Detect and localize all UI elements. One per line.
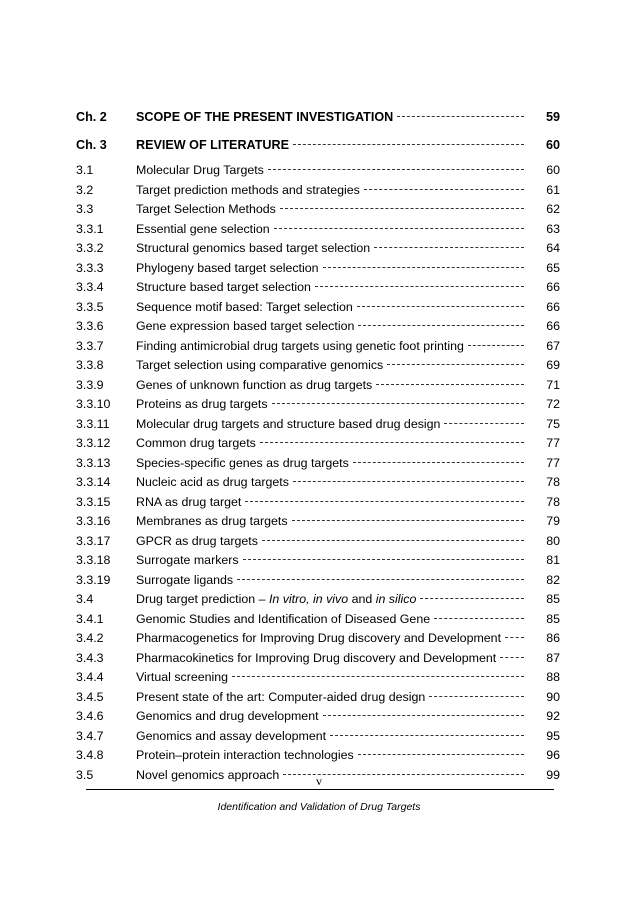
- toc-entry-page: 65: [546, 260, 560, 275]
- toc-dot-leader: [268, 169, 524, 170]
- toc-entry-page: 60: [546, 163, 560, 177]
- toc-dot-leader: [262, 540, 524, 541]
- toc-entry-page: 64: [546, 241, 560, 255]
- toc-dot-leader: [364, 189, 524, 190]
- toc-title-segment: Target Selection Methods: [136, 202, 276, 216]
- toc-entry-number: Ch. 3: [76, 138, 107, 152]
- toc-entry-number: 3.4.2: [76, 631, 104, 645]
- toc-entry-page: 96: [546, 748, 560, 762]
- toc-entry[interactable]: [76, 473, 560, 493]
- toc-dot-leader: [243, 559, 524, 560]
- toc-entry-page: 88: [546, 670, 560, 684]
- toc-chapter-entry[interactable]: [76, 133, 560, 157]
- toc-entry[interactable]: [76, 395, 560, 415]
- toc-entry-title: [136, 551, 239, 571]
- toc-entry-title: [136, 337, 464, 357]
- toc-entry-number: 3.3.11: [76, 416, 110, 431]
- toc-entry[interactable]: [76, 278, 560, 298]
- toc-entry-page: 71: [546, 377, 560, 392]
- toc-entry-title: [136, 181, 360, 201]
- toc-entry[interactable]: [76, 356, 560, 376]
- toc-entry-page: 67: [546, 338, 560, 353]
- toc-entry-title: [136, 610, 430, 630]
- toc-entry-page: 95: [546, 728, 560, 743]
- toc-entry-page: 62: [546, 202, 560, 216]
- toc-dot-leader: [237, 579, 524, 580]
- toc-entry-page: 78: [546, 494, 560, 509]
- toc-entry-number: 3.3.10: [76, 397, 111, 411]
- toc-title-segment: and: [348, 592, 376, 606]
- toc-entry-title: [136, 493, 241, 513]
- toc-entry-page: 63: [546, 221, 560, 236]
- toc-entry-title: [136, 161, 264, 181]
- toc-title-segment: Genomics and assay development: [136, 728, 327, 743]
- toc-chapter-entry[interactable]: [76, 105, 560, 129]
- toc-entry-number: 3.4.8: [76, 748, 104, 762]
- toc-entry[interactable]: [76, 512, 560, 532]
- toc-title-segment: SCOPE OF THE PRESENT INVESTIGATION: [136, 110, 394, 124]
- toc-entry-number: 3.3.19: [76, 572, 111, 587]
- toc-entry[interactable]: [76, 727, 560, 747]
- toc-entry-page: 61: [546, 182, 560, 197]
- toc-title-segment: Pharmacokinetics for Improving Drug discovery and Development: [136, 650, 497, 665]
- toc-entry-page: 77: [546, 455, 560, 470]
- toc-dot-leader: [358, 325, 524, 326]
- toc-title-segment: Finding antimicrobial drug targets using genetic foot printing: [136, 338, 464, 353]
- toc-title-segment: Structure based target selection: [136, 280, 311, 294]
- toc-entry-title: [136, 239, 370, 259]
- toc-entry-number: 3.3.2: [76, 241, 104, 255]
- toc-entry-title: [136, 629, 501, 649]
- toc-entry-title: [136, 512, 288, 532]
- footer-divider: [86, 789, 554, 790]
- toc-entry-title: [136, 415, 440, 435]
- toc-entry-page: 87: [546, 650, 560, 665]
- toc-title-segment: Phylogeny based target selection: [136, 260, 319, 275]
- toc-entry-number: 3.5: [76, 767, 94, 782]
- toc-entry-number: 3.3.15: [76, 494, 111, 509]
- toc-entry-title: [136, 727, 326, 747]
- toc-title-segment: Virtual screening: [136, 670, 229, 684]
- toc-title-italic-segment: in silico: [375, 592, 417, 606]
- toc-title-segment: Nucleic acid as drug targets: [136, 475, 289, 489]
- toc-entry-page: 85: [546, 592, 560, 606]
- toc-title-segment: Surrogate markers: [136, 553, 239, 567]
- toc-entry-title: [136, 200, 276, 220]
- toc-entry-title: [136, 133, 289, 157]
- toc-title-segment: GPCR as drug targets: [136, 533, 258, 548]
- toc-entry[interactable]: [76, 376, 560, 396]
- toc-entry-title: [136, 395, 268, 415]
- toc-entry-number: 3.3.7: [76, 338, 104, 353]
- table-of-contents: [76, 105, 560, 785]
- toc-entry-page: 86: [546, 631, 560, 645]
- toc-entry-title: [136, 532, 258, 552]
- toc-title-segment: Molecular drug targets and structure based drug design: [136, 416, 441, 431]
- toc-entry-title: [136, 571, 233, 591]
- toc-dot-leader: [374, 247, 524, 248]
- toc-title-segment: Structural genomics based target selection: [136, 241, 371, 255]
- running-footer-title: Identification and Validation of Drug Targets: [217, 801, 421, 813]
- toc-entry[interactable]: [76, 454, 560, 474]
- toc-entry-number: 3.3.16: [76, 514, 111, 528]
- toc-entry[interactable]: [76, 200, 560, 220]
- toc-dot-leader: [358, 754, 524, 755]
- toc-entry-page: 82: [546, 572, 560, 587]
- toc-entry[interactable]: [76, 688, 560, 708]
- toc-title-segment: Genes of unknown function as drug targets: [136, 377, 373, 392]
- toc-entry-page: 85: [546, 611, 560, 626]
- toc-entry[interactable]: [76, 220, 560, 240]
- toc-entry[interactable]: [76, 181, 560, 201]
- toc-dot-leader: [330, 735, 524, 736]
- toc-dot-leader: [468, 345, 524, 346]
- toc-entry-number: 3.3.13: [76, 455, 111, 470]
- toc-dot-leader: [444, 423, 524, 424]
- toc-entry-title: [136, 688, 425, 708]
- toc-title-segment: Pharmacogenetics for Improving Drug discovery and Development: [136, 631, 502, 645]
- toc-entry-number: 3.4.3: [76, 650, 104, 665]
- toc-title-segment: Genomics and drug development: [136, 709, 319, 723]
- toc-title-italic-segment: In vitro, in vivo: [268, 592, 349, 606]
- toc-entry-number: 3.3: [76, 202, 94, 216]
- toc-entry-title: [136, 668, 228, 688]
- toc-entry-title: [136, 376, 372, 396]
- toc-entry-number: 3.3.9: [76, 377, 104, 392]
- toc-entry[interactable]: [76, 298, 560, 318]
- toc-entry-title: [136, 278, 311, 298]
- page-number: v: [316, 774, 322, 788]
- toc-entry-title: [136, 473, 289, 493]
- toc-title-segment: Molecular Drug Targets: [136, 163, 264, 177]
- toc-entry-number: 3.3.1: [76, 221, 104, 236]
- toc-entry-title: [136, 298, 353, 318]
- toc-entry-page: 66: [546, 280, 560, 294]
- toc-entry-page: 72: [546, 397, 560, 411]
- toc-entry[interactable]: [76, 707, 560, 727]
- toc-entry-page: 77: [546, 436, 560, 450]
- toc-entry-number: 3.3.18: [76, 553, 111, 567]
- toc-dot-leader: [315, 286, 524, 287]
- toc-title-segment: REVIEW OF LITERATURE: [136, 138, 289, 152]
- toc-entry-number: 3.3.4: [76, 280, 104, 294]
- toc-entry-page: 69: [546, 358, 560, 372]
- toc-entry[interactable]: [76, 629, 560, 649]
- toc-title-segment: Surrogate ligands: [136, 572, 234, 587]
- toc-entry-number: 3.2: [76, 182, 94, 197]
- toc-title-segment: Sequence motif based: Target selection: [136, 299, 353, 314]
- toc-entry-number: 3.3.14: [76, 475, 111, 489]
- toc-dot-leader: [272, 403, 524, 404]
- toc-dot-leader: [429, 696, 524, 697]
- toc-entry-title: [136, 259, 319, 279]
- toc-entry[interactable]: [76, 259, 560, 279]
- toc-dot-leader: [353, 462, 524, 463]
- toc-title-segment: Common drug targets: [136, 436, 256, 450]
- toc-title-segment: Drug target prediction –: [136, 592, 269, 606]
- toc-entry-number: 3.4.4: [76, 670, 104, 684]
- toc-dot-leader: [293, 144, 524, 145]
- toc-title-segment: Species-specific genes as drug targets: [136, 455, 349, 470]
- toc-entry-number: 3.3.8: [76, 358, 104, 372]
- toc-title-segment: Target selection using comparative genomics: [136, 358, 384, 372]
- toc-entry-number: 3.4.1: [76, 611, 104, 626]
- toc-entry-title: [136, 454, 349, 474]
- toc-entry-number: 3.3.5: [76, 299, 104, 314]
- toc-title-segment: Proteins as drug targets: [136, 397, 268, 411]
- toc-dot-leader: [357, 306, 524, 307]
- toc-title-segment: Essential gene selection: [136, 221, 270, 236]
- toc-entry-title: [136, 356, 383, 376]
- toc-entry-page: 92: [546, 709, 560, 723]
- toc-entry-title: [136, 590, 416, 610]
- toc-entry[interactable]: [76, 746, 560, 766]
- toc-entry-page: 66: [546, 319, 560, 333]
- toc-entry[interactable]: [76, 317, 560, 337]
- toc-dot-leader: [505, 637, 524, 638]
- toc-entry[interactable]: [76, 239, 560, 259]
- toc-entry-page: 75: [546, 416, 560, 431]
- toc-entry-page: 60: [545, 138, 560, 152]
- toc-dot-leader: [420, 598, 524, 599]
- toc-entry-number: 3.1: [76, 163, 94, 177]
- toc-title-segment: Membranes as drug targets: [136, 514, 288, 528]
- toc-entry[interactable]: [76, 590, 560, 610]
- toc-entry-page: 66: [546, 299, 560, 314]
- toc-entry[interactable]: [76, 551, 560, 571]
- toc-entry-page: 81: [546, 553, 560, 567]
- toc-entry-page: 79: [546, 514, 560, 528]
- toc-entry[interactable]: [76, 493, 560, 513]
- toc-entry-title: [136, 707, 319, 727]
- toc-entry[interactable]: [76, 415, 560, 435]
- toc-entry[interactable]: [76, 161, 560, 181]
- toc-title-segment: Novel genomics approach: [136, 767, 280, 782]
- toc-title-segment: Gene expression based target selection: [136, 319, 355, 333]
- toc-entry-page: 80: [546, 533, 560, 548]
- toc-dot-leader: [397, 116, 524, 117]
- toc-entry[interactable]: [76, 668, 560, 688]
- toc-dot-leader: [274, 228, 524, 229]
- toc-entry-number: 3.3.12: [76, 436, 111, 450]
- toc-entry[interactable]: [76, 571, 560, 591]
- toc-title-segment: Protein–protein interaction technologies: [136, 748, 354, 762]
- toc-dot-leader: [323, 267, 524, 268]
- toc-dot-leader: [323, 715, 524, 716]
- toc-entry-number: 3.4.5: [76, 689, 104, 704]
- toc-entry-title: [136, 105, 393, 129]
- toc-entry-title: [136, 434, 256, 454]
- toc-title-segment: RNA as drug target: [136, 494, 242, 509]
- toc-title-segment: Genomic Studies and Identification of Diseased Gene: [136, 611, 431, 626]
- toc-entry-title: [136, 317, 354, 337]
- toc-entry[interactable]: [76, 532, 560, 552]
- toc-dot-leader: [280, 208, 524, 209]
- toc-entry-number: 3.4.7: [76, 728, 104, 743]
- toc-entry[interactable]: [76, 649, 560, 669]
- toc-title-segment: Present state of the art: Computer-aided drug design: [136, 689, 426, 704]
- toc-entry-number: 3.3.17: [76, 533, 111, 548]
- toc-title-segment: Target prediction methods and strategies: [136, 182, 360, 197]
- toc-entry-page: 99: [546, 767, 560, 782]
- toc-entry-number: Ch. 2: [76, 110, 107, 124]
- toc-dot-leader: [387, 364, 524, 365]
- toc-entry-title: [136, 649, 496, 669]
- toc-entry[interactable]: [76, 610, 560, 630]
- toc-dot-leader: [260, 442, 524, 443]
- toc-dot-leader: [292, 520, 524, 521]
- toc-dot-leader: [232, 676, 524, 677]
- toc-entry[interactable]: [76, 337, 560, 357]
- toc-entry-number: 3.4: [76, 592, 94, 606]
- toc-entry-number: 3.3.6: [76, 319, 104, 333]
- toc-dot-leader: [293, 481, 524, 482]
- toc-entry-title: [136, 746, 354, 766]
- toc-entry-number: 3.4.6: [76, 709, 104, 723]
- toc-entry-page: 78: [546, 475, 560, 489]
- toc-dot-leader: [500, 657, 524, 658]
- toc-entry-number: 3.3.3: [76, 260, 104, 275]
- toc-entry-title: [136, 220, 270, 240]
- toc-entry[interactable]: [76, 434, 560, 454]
- toc-entry-page: 90: [546, 689, 560, 704]
- toc-dot-leader: [376, 384, 524, 385]
- toc-entry-page: 59: [545, 110, 560, 124]
- toc-dot-leader: [434, 618, 524, 619]
- toc-dot-leader: [245, 501, 524, 502]
